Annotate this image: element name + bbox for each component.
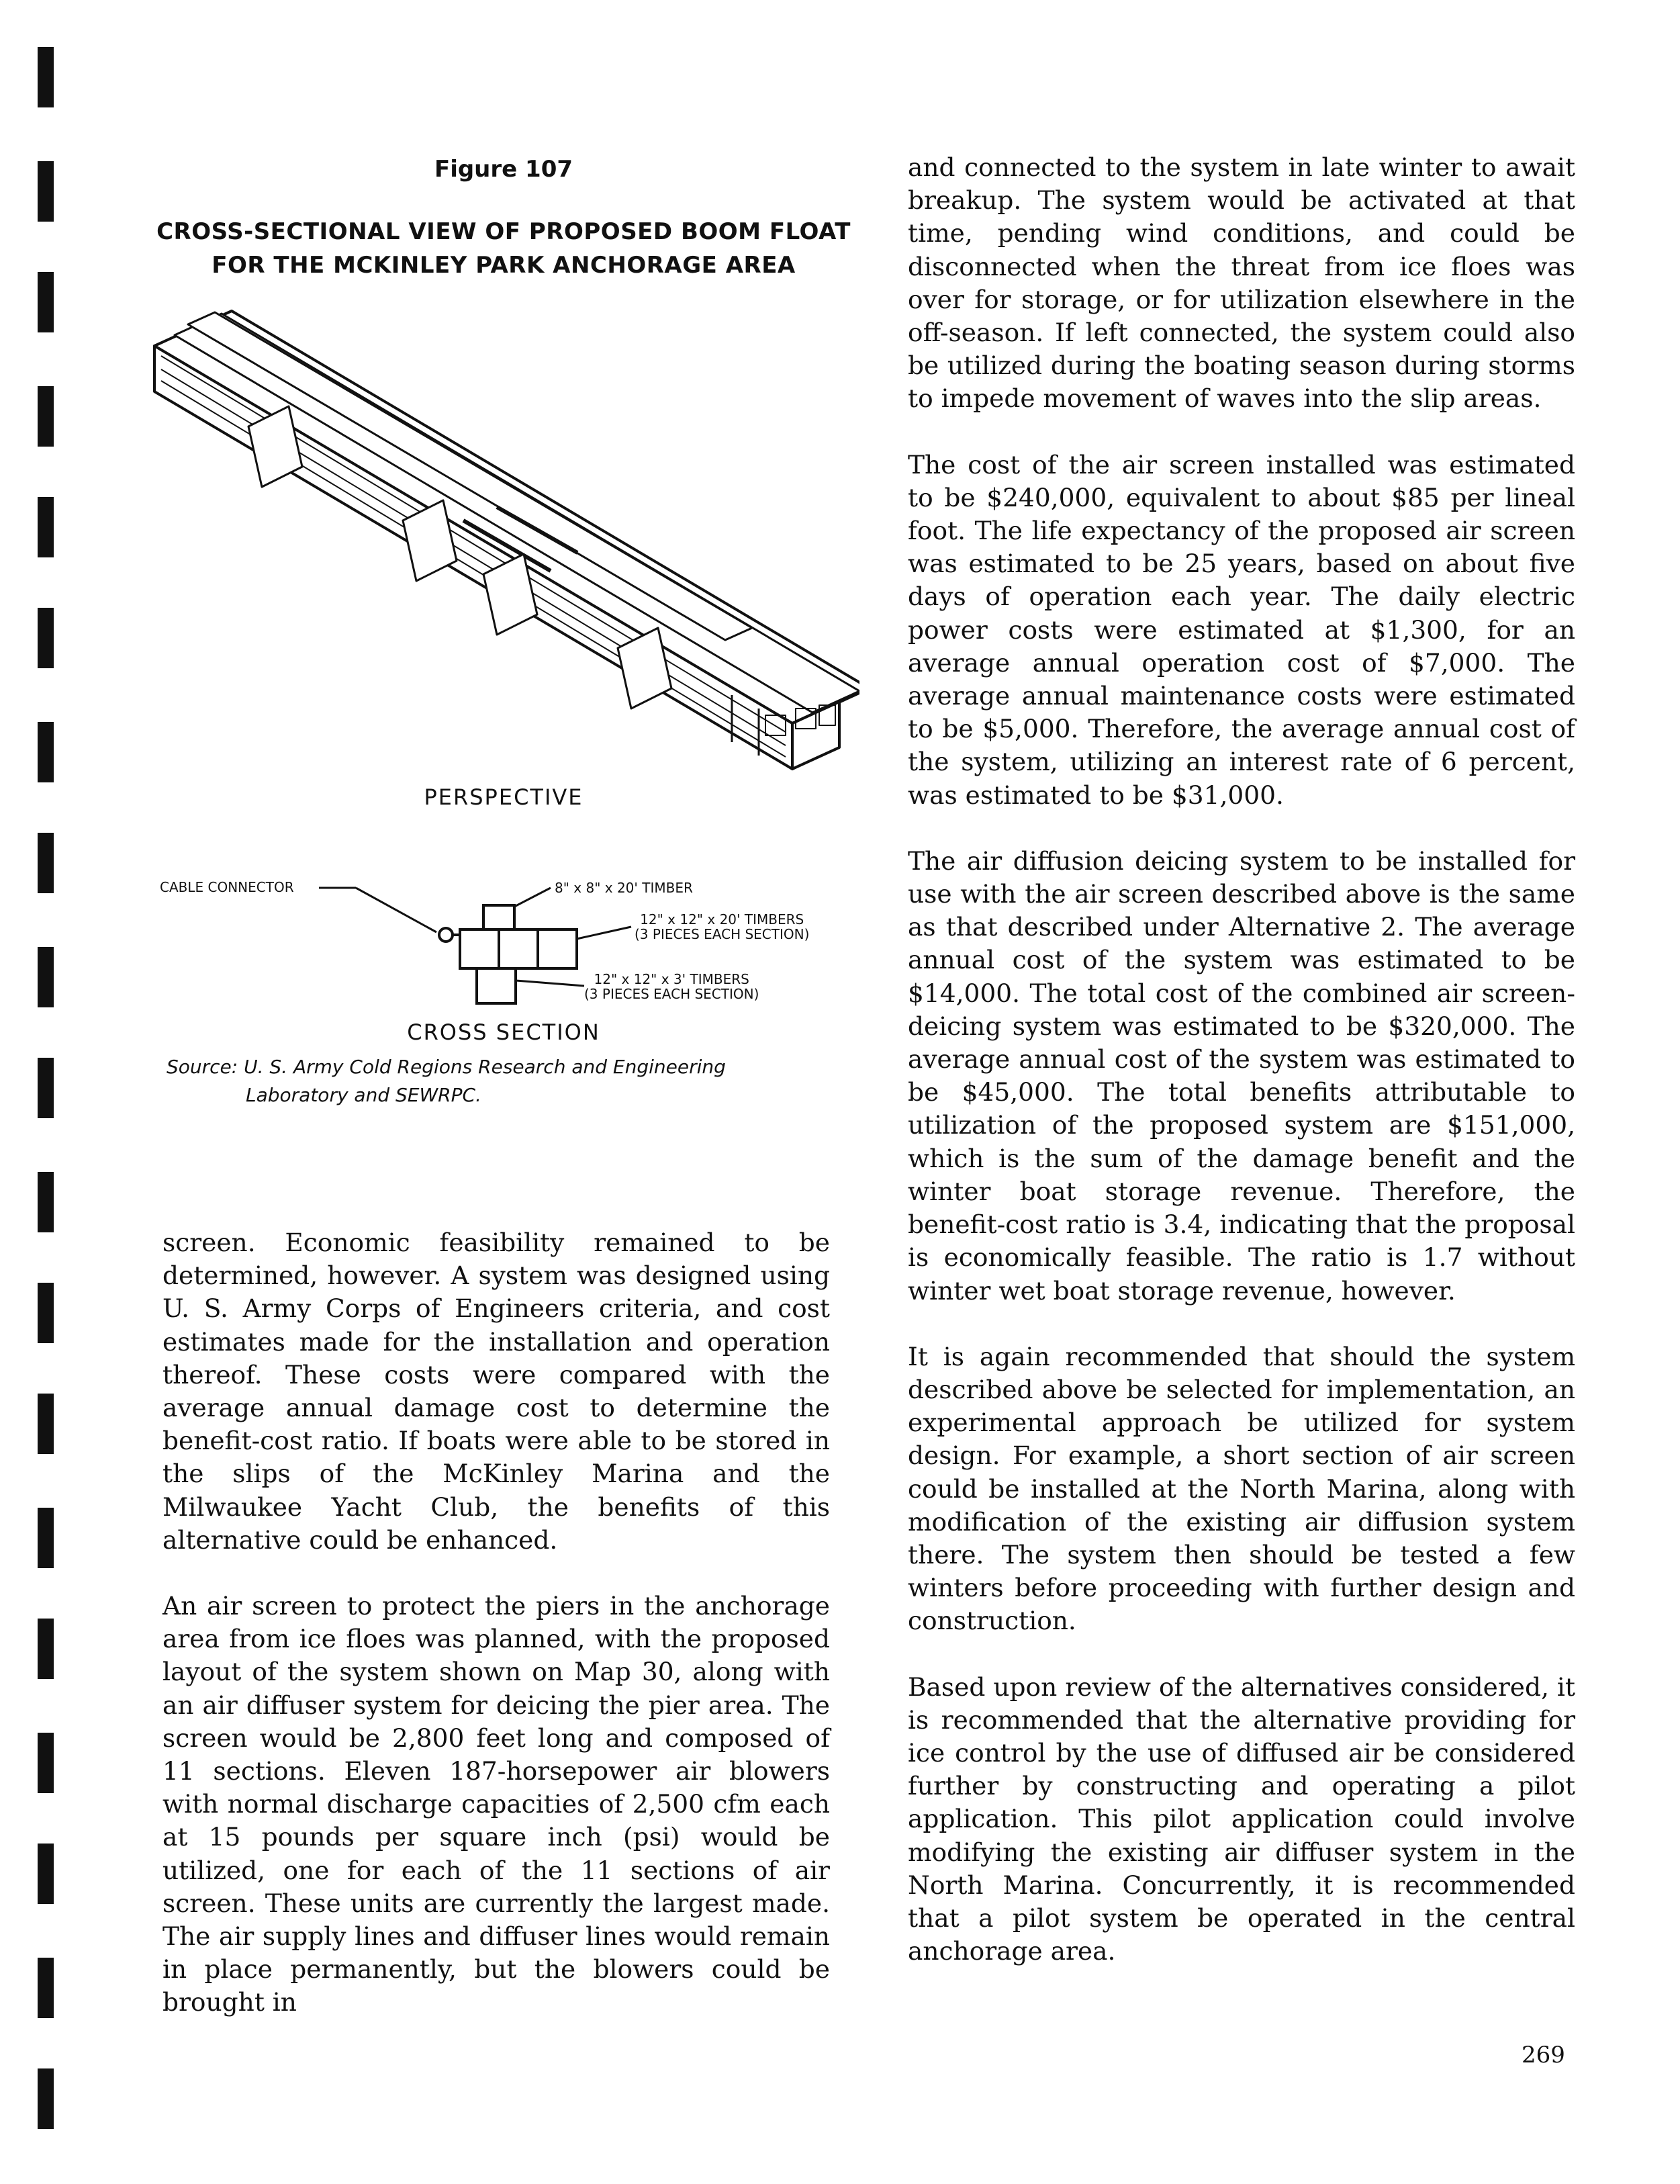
binding-mark [38,722,54,782]
left-column [162,1226,830,2019]
binding-mark [38,497,54,557]
binding-mark [38,47,54,107]
binding-mark [38,833,54,893]
binding-mark [38,1619,54,1679]
binding-mark [38,1958,54,2018]
callout-timber-12-3 [584,972,759,1001]
right-paragraph-3: The air diffusion deicing system to be installed for use with the air screen described above is the same as that described under Alternative 2. The average annual cost of the system was estimated to be $14,000. The total cost of the combined air screen-deicing system was estimated to be $320,000. The average annual cost of the system was estimated to be $45,000. The total benefits attributable to utilization of the proposed system are $151,000, which is the sum of the damage benefit and the winter boat storage revenue. Therefore, the benefit-cost ratio is 3.4, indicating that the proposal is economically feasible. The ratio is 1.7 without winter wet boat storage revenue, however. [908,846,1575,1306]
figure-source [167,1053,878,1109]
right-paragraph-5: Based upon review of the alternatives considered, it is recommended that the alternative providing for ice control by the use of diffused air be considered further by constructing and operating a pilot application. This pilot application could involve modifying the existing air diffuser system in the North Marina. Concurrently, it is recommended that a pilot system be operated in the central anchorage area. [908,1672,1575,1966]
figure-title-line-1: CROSS-SECTIONAL VIEW OF PROPOSED BOOM FLOAT [156,218,851,245]
figure-source-line-2: Laboratory and SEWRPC. [246,1084,481,1106]
binding-mark [38,1283,54,1343]
callout-timber-12-3-line-2: (3 PIECES EACH SECTION) [584,986,759,1002]
figure-source-line-1: Source: U. S. Army Cold Regions Research and Engineering [167,1056,726,1078]
binding-mark [38,1733,54,1793]
callout-timber-12-3-line-1: 12" x 12" x 3' TIMBERS [594,971,749,987]
figure-title-line-2: FOR THE MCKINLEY PARK ANCHORAGE AREA [212,252,796,279]
right-column [908,151,1575,1968]
callout-timber-8: 8" x 8" x 20' TIMBER [555,880,693,896]
left-paragraph-1: screen. Economic feasibility remained to be determined, however. A system was designed using U. S. Army Corps of Engineers criteria, and cost estimates made for the installation and operation thereof. These costs were compared with the average annual damage cost to determine the benefit-cost ratio. If boats were able to be stored in the slips of the McKinley Marina and the Milwaukee Yacht Club, the benefits of this alternative could be enhanced. [162,1228,830,1555]
left-paragraph-2: An air screen to protect the piers in the anchorage area from ice floes was planned, with the proposed layout of the system shown on Map 30, along with an air diffuser system for deicing the pier area. The screen would be 2,800 feet long and composed of 11 sections. Eleven 187-horsepower air blowers with normal discharge capacities of 2,500 cfm each at 15 pounds per square inch (psi) would be utilized, one for each of the 11 sections of air screen. These units are currently the largest made. The air supply lines and diffuser lines would remain in place permanently, but the blowers could be brought in [162,1591,830,2017]
binding-mark [38,1172,54,1232]
right-paragraph-1: and connected to the system in late winter to await breakup. The system would be activated at that time, pending wind conditions, and could be disconnected when the threat from ice floes was over for storage, or for utilization elsewhere in the off-season. If left connected, the system could also be utilized during the boating season during storms to impede movement of waves into the slip areas. [908,152,1575,414]
binding-mark [38,947,54,1007]
callout-cable-connector: CABLE CONNECTOR [160,879,294,895]
perspective-caption: PERSPECTIVE [424,784,584,810]
binding-mark [38,2068,54,2129]
perspective-drawing [148,306,859,776]
figure-label: Figure 107 [434,156,573,183]
binding-mark [38,1508,54,1568]
page-number: 269 [1522,2042,1565,2068]
binding-mark [38,1844,54,1904]
binding-mark [38,161,54,222]
binding-mark [38,272,54,332]
binding-mark [38,1394,54,1454]
right-paragraph-2: The cost of the air screen installed was estimated to be $240,000, equivalent to about $85 per lineal foot. The life expectancy of the proposed air screen was estimated to be 25 years, based on about five days of operation each year. The daily electric power costs were estimated at $1,300, for an average annual operation cost of $7,000. The average annual maintenance costs were estimated to be $5,000. Therefore, the average annual cost of the system, utilizing an interest rate of 6 percent, was estimated to be $31,000. [908,449,1575,810]
cross-section-caption: CROSS SECTION [407,1019,600,1045]
right-paragraph-4: It is again recommended that should the system described above be selected for implementation, an experimental approach be utilized for system design. For example, a short section of air screen could be installed at the North Marina, along with modification of the existing air diffusion system there. The system then should be tested a few winters before proceeding with further design and construction. [908,1341,1575,1636]
callout-timber-12-20-line-2: (3 PIECES EACH SECTION) [635,926,810,942]
callout-timber-12-20 [635,912,809,942]
binding-mark [38,1058,54,1118]
binding-mark [38,386,54,447]
figure-title [134,215,873,282]
callout-timber-12-20-line-1: 12" x 12" x 20' TIMBERS [640,911,804,927]
binding-mark [38,608,54,668]
